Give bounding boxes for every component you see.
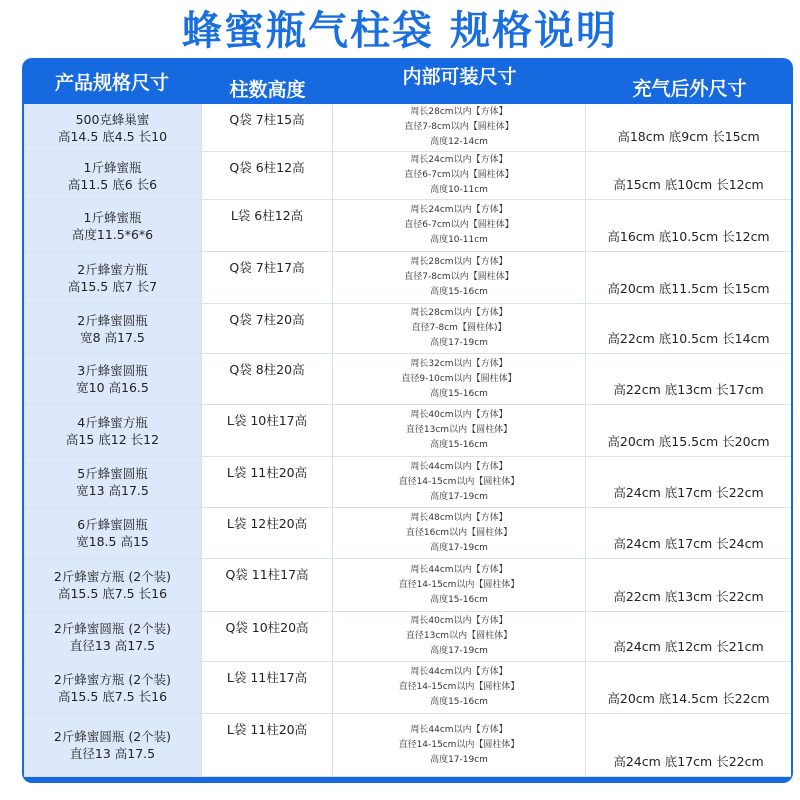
inner-size-line: 直径14-15cm以内【圆柱体】 <box>398 579 520 590</box>
table-row <box>24 714 791 777</box>
table-row <box>24 612 791 662</box>
inner-size-line: 高度15-16cm <box>430 287 488 297</box>
inner-size-line: 直径14-15cm以内【圆柱体】 <box>398 682 520 692</box>
table-row <box>24 152 791 200</box>
inner-size-line: 高度15-16cm <box>430 440 488 450</box>
product-dimensions: 高14.5 底4.5 长10 <box>57 128 168 144</box>
product-dimensions: 直径13 高17.5 <box>69 637 156 653</box>
bag-spec-cell: Q袋 10柱20高 <box>202 612 333 661</box>
product-dimensions: 宽13 高17.5 <box>76 483 149 498</box>
inner-size-line: 直径9-10cm以内【圆柱体】 <box>401 373 517 384</box>
inner-size-line: 周长28cm以内【方体】 <box>410 308 508 318</box>
inner-size-line: 周长40cm以内【方体】 <box>410 410 508 420</box>
inner-size-line: 周长24cm以内【方体】 <box>410 205 508 215</box>
inner-size-line: 周长40cm以内【方体】 <box>410 616 508 626</box>
inner-size-line: 周长24cm以内【方体】 <box>410 155 508 165</box>
table-row <box>24 662 791 714</box>
inner-size-line: 高度17-19cm <box>430 542 488 553</box>
bag-spec-cell: Q袋 7柱17高 <box>202 252 333 303</box>
bag-spec-cell: L袋 11柱20高 <box>202 714 333 776</box>
inner-size-line: 直径7-8cm以内【圆柱体】 <box>404 122 514 132</box>
outer-size-cell: 高20cm 底15.5cm 长20cm <box>607 434 770 449</box>
outer-size-cell: 高16cm 底10.5cm 长12cm <box>607 229 770 244</box>
inner-size-line: 高度15-16cm <box>430 697 488 707</box>
product-spec-cell <box>24 354 202 404</box>
inner-size-line: 直径16cm以内【圆柱体】 <box>405 527 513 538</box>
product-dimensions: 宽8 高17.5 <box>80 329 145 345</box>
product-dimensions: 宽18.5 高15 <box>76 534 149 549</box>
header-inner-size: 内部可装尺寸 <box>402 65 517 88</box>
inner-size-line: 直径7-8cm以内【圆柱体】 <box>404 272 514 282</box>
product-dimensions: 高15 底12 长12 <box>65 431 160 447</box>
outer-size-cell: 高24cm 底17cm 长22cm <box>613 485 764 500</box>
bag-spec-cell: Q袋 8柱20高 <box>202 354 333 404</box>
inner-size-line: 周长44cm以内【方体】 <box>410 724 508 735</box>
product-spec-cell <box>24 662 202 713</box>
product-name: 2斤蜂蜜圆瓶 <box>77 312 148 328</box>
bag-spec-cell: Q袋 6柱12高 <box>202 152 333 199</box>
inner-size-cell <box>333 104 586 151</box>
inner-size-line: 周长28cm以内【方体】 <box>410 257 508 267</box>
inner-size-line: 周长44cm以内【方体】 <box>410 461 508 472</box>
product-dimensions: 直径13 高17.5 <box>69 746 156 761</box>
table-row <box>24 104 791 152</box>
table-row <box>24 508 791 559</box>
outer-size-cell: 高18cm 底9cm 长15cm <box>617 129 760 144</box>
table-row <box>24 405 791 457</box>
bag-spec-cell: L袋 6柱12高 <box>202 200 333 251</box>
inner-size-cell <box>333 457 586 507</box>
inner-size-line: 高度17-19cm <box>430 646 488 656</box>
inner-size-line: 直径14-15cm以内【圆柱体】 <box>398 476 520 487</box>
product-name: 3斤蜂蜜圆瓶 <box>77 363 148 378</box>
inner-size-line: 高度10-11cm <box>430 235 488 245</box>
product-name: 2斤蜂蜜方瓶 (2个装) <box>53 671 172 687</box>
inner-size-line: 直径14-15cm以内【圆柱体】 <box>398 739 520 750</box>
inner-size-line: 直径6-7cm以内【圆柱体】 <box>404 170 514 180</box>
product-spec-cell <box>24 200 202 251</box>
outer-size-cell: 高24cm 底17cm 长22cm <box>613 754 764 769</box>
inner-size-cell <box>333 252 586 303</box>
outer-size-cell: 高22cm 底10.5cm 长14cm <box>607 331 770 346</box>
product-name: 2斤蜂蜜圆瓶 (2个装) <box>53 620 172 636</box>
bag-spec-cell: L袋 12柱20高 <box>202 508 333 558</box>
inner-size-line: 高度15-16cm <box>430 594 488 605</box>
outer-size-cell: 高24cm 底17cm 长24cm <box>613 536 764 551</box>
spec-table <box>24 104 791 777</box>
table-row <box>24 457 791 508</box>
inner-size-line: 高度17-19cm <box>430 491 488 502</box>
inner-size-line: 直径13cm以内【圆柱体】 <box>405 425 513 435</box>
inner-size-line: 周长44cm以内【方体】 <box>410 667 508 677</box>
inner-size-line: 周长32cm以内【方体】 <box>410 358 508 369</box>
inner-size-line: 高度17-19cm <box>430 754 488 765</box>
spec-table-panel <box>22 58 793 783</box>
product-spec-cell <box>24 612 202 661</box>
inner-size-cell <box>333 662 586 713</box>
product-name: 2斤蜂蜜方瓶 (2个装) <box>53 569 172 584</box>
inner-size-line: 周长28cm以内【方体】 <box>410 107 508 117</box>
inner-size-cell <box>333 405 586 456</box>
bag-spec-cell: Q袋 7柱15高 <box>202 104 333 151</box>
product-name: 1斤蜂蜜瓶 <box>83 159 142 175</box>
page-title: 蜂蜜瓶气柱袋 规格说明 <box>182 8 618 54</box>
product-name: 2斤蜂蜜圆瓶 (2个装) <box>53 729 172 744</box>
outer-size-cell: 高20cm 底11.5cm 长15cm <box>607 281 770 296</box>
product-spec-cell <box>24 152 202 199</box>
product-name: 5斤蜂蜜圆瓶 <box>77 466 148 481</box>
product-spec-cell <box>24 714 202 776</box>
inner-size-line: 高度12-14cm <box>430 137 488 147</box>
product-spec-cell <box>24 457 202 507</box>
table-header <box>22 58 793 104</box>
product-dimensions: 宽10 高16.5 <box>76 380 149 395</box>
table-row <box>24 559 791 612</box>
table-row <box>24 252 791 304</box>
product-dimensions: 高15.5 底7.5 长16 <box>57 586 168 601</box>
header-outer-size: 充气后外尺寸 <box>632 77 747 100</box>
inner-size-cell <box>333 714 586 776</box>
product-name: 500克蜂巢蜜 <box>75 111 150 127</box>
outer-size-cell: 高20cm 底14.5cm 长22cm <box>607 691 770 706</box>
inner-size-line: 高度17-19cm <box>430 338 488 348</box>
outer-size-cell: 高22cm 底13cm 长17cm <box>613 382 764 397</box>
header-column-height: 柱数高度 <box>229 78 306 101</box>
product-spec-cell <box>24 304 202 353</box>
table-row <box>24 304 791 354</box>
product-dimensions: 高11.5 底6 长6 <box>67 176 158 192</box>
bag-spec-cell: L袋 11柱17高 <box>202 662 333 713</box>
table-row <box>24 354 791 405</box>
product-name: 4斤蜂蜜方瓶 <box>77 414 148 430</box>
inner-size-cell <box>333 559 586 611</box>
product-dimensions: 高15.5 底7 长7 <box>67 278 158 294</box>
inner-size-cell <box>333 354 586 404</box>
product-spec-cell <box>24 252 202 303</box>
product-spec-cell <box>24 104 202 151</box>
inner-size-line: 高度15-16cm <box>430 388 488 399</box>
outer-size-cell: 高24cm 底12cm 长21cm <box>613 639 764 654</box>
inner-size-cell <box>333 200 586 251</box>
outer-size-cell: 高22cm 底13cm 长22cm <box>613 589 764 604</box>
inner-size-line: 直径6-7cm以内【圆柱体】 <box>404 220 514 230</box>
inner-size-line: 周长44cm以内【方体】 <box>410 564 508 575</box>
product-name: 1斤蜂蜜瓶 <box>83 209 142 225</box>
outer-size-cell: 高15cm 底10cm 长12cm <box>613 177 764 192</box>
product-spec-cell <box>24 405 202 456</box>
inner-size-cell <box>333 508 586 558</box>
table-row <box>24 200 791 252</box>
bag-spec-cell: L袋 11柱20高 <box>202 457 333 507</box>
inner-size-line: 直径13cm以内【圆柱体】 <box>405 631 513 641</box>
product-spec-cell <box>24 508 202 558</box>
bag-spec-cell: Q袋 11柱17高 <box>202 559 333 611</box>
bag-spec-cell: L袋 10柱17高 <box>202 405 333 456</box>
header-product-spec: 产品规格尺寸 <box>54 71 169 94</box>
bag-spec-cell: Q袋 7柱20高 <box>202 304 333 353</box>
inner-size-cell <box>333 304 586 353</box>
inner-size-line: 直径7-8cm【圆柱体)】 <box>411 323 507 333</box>
product-name: 2斤蜂蜜方瓶 <box>77 261 148 277</box>
inner-size-cell <box>333 612 586 661</box>
inner-size-cell <box>333 152 586 199</box>
product-spec-cell <box>24 559 202 611</box>
product-name: 6斤蜂蜜圆瓶 <box>77 517 148 532</box>
product-dimensions: 高15.5 底7.5 长16 <box>57 688 168 704</box>
inner-size-line: 高度10-11cm <box>430 185 488 195</box>
inner-size-line: 周长48cm以内【方体】 <box>410 512 508 523</box>
product-dimensions: 高度11.5*6*6 <box>71 226 154 242</box>
